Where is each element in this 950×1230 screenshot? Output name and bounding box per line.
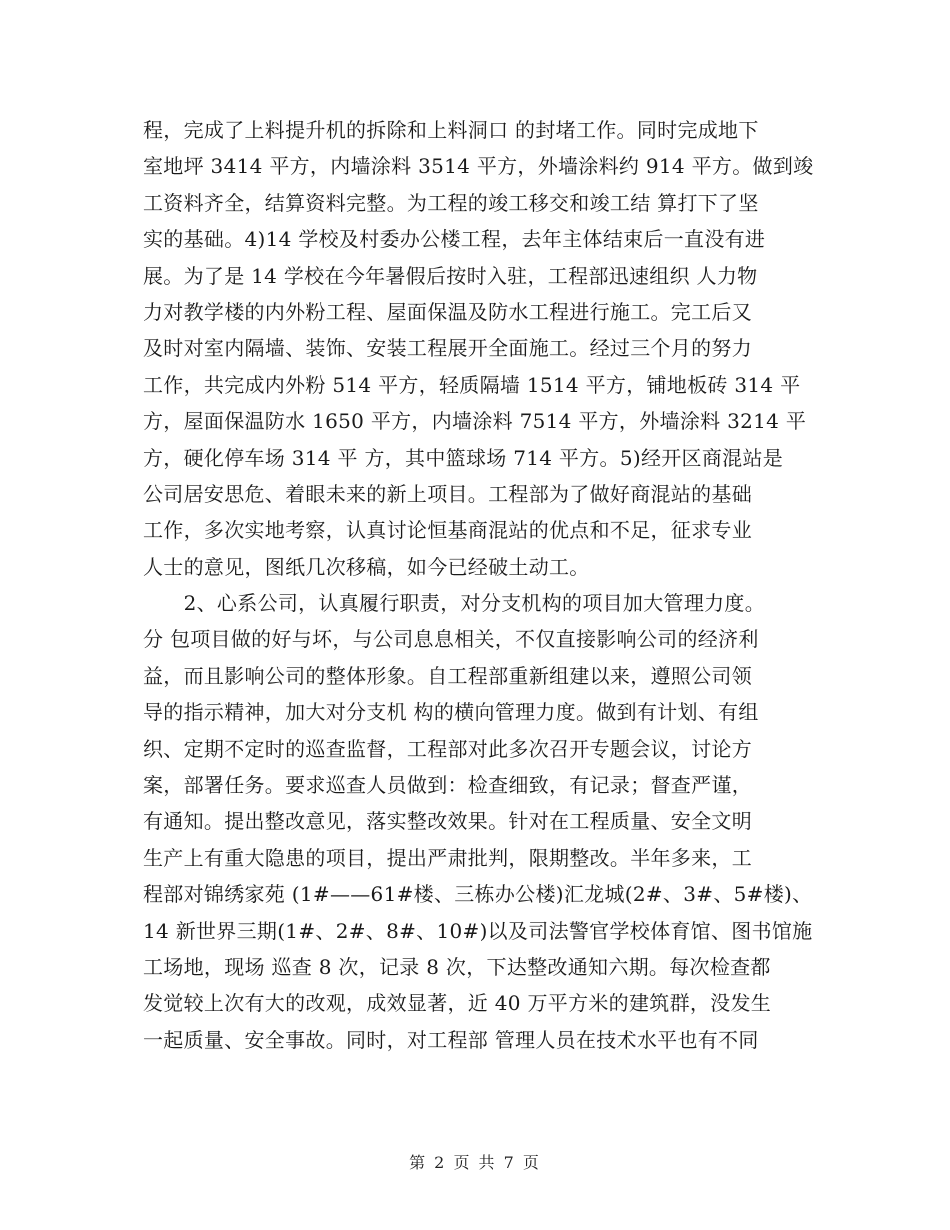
- page-number-label: 第 2 页 共 7 页: [409, 1153, 541, 1172]
- text-line: 工场地，现场 巡查 8 次，记录 8 次，下达整改通知六期。每次检查都: [143, 954, 771, 979]
- text-line: 案，部署任务。要求巡查人员做到：检查细致，有记录；督查严谨，: [143, 773, 752, 798]
- text-line: 及时对室内隔墙、装饰、安装工程展开全面施工。经过三个月的努力: [143, 336, 752, 361]
- text-line: 2、心系公司，认真履行职责，对分支机构的项目加大管理力度。: [143, 591, 766, 616]
- page-footer: [0, 1150, 950, 1173]
- text-line: 力对教学楼的内外粉工程、屋面保温及防水工程进行施工。完工后又: [143, 299, 752, 324]
- text-line: 方，屋面保温防水 1650 平方，内墙涂料 7514 平方，外墙涂料 3214 平: [143, 409, 807, 434]
- body-text: [143, 112, 813, 1058]
- text-line: 导的指示精神，加大对分支机 构的横向管理力度。做到有计划、有组: [143, 700, 759, 725]
- text-line: 工作，共完成内外粉 514 平方，轻质隔墙 1514 平方，铺地板砖 314 平: [143, 372, 801, 397]
- text-line: 程，完成了上料提升机的拆除和上料洞口 的封堵工作。同时完成地下: [143, 118, 759, 142]
- text-line: 生产上有重大隐患的项目，提出严肃批判，限期整改。半年多来，工: [143, 845, 752, 870]
- text-line: 人士的意见，图纸几次移稿，如今已经破土动工。: [143, 554, 590, 579]
- text-line: 实的基础。4)14 学校及村委办公楼工程，去年主体结束后一直没有进: [143, 227, 766, 252]
- text-line: 发觉较上次有大的改观，成效显著，近 40 万平方米的建筑群，没发生: [143, 991, 772, 1016]
- text-line: 工作，多次实地考察，认真讨论恒基商混站的优点和不足，征求专业: [143, 518, 752, 543]
- text-line: 织、定期不定时的巡查监督，工程部对此多次召开专题会议，讨论方: [143, 736, 752, 761]
- text-line: 室地坪 3414 平方，内墙涂料 3514 平方，外墙涂料约 914 平方。做到竣: [143, 154, 814, 179]
- text-line: 程部对锦绣家苑 (1#——61#楼、三栋办公楼)汇龙城(2#、3#、5#楼)、: [143, 882, 813, 907]
- text-line: 14 新世界三期(1#、2#、8#、10#)以及司法警官学校体育馆、图书馆施: [143, 918, 813, 943]
- text-line: 方，硬化停车场 314 平 方，其中篮球场 714 平方。5)经开区商混站是: [143, 445, 784, 470]
- text-line: 展。为了是 14 学校在今年暑假后按时入驻，工程部迅速组织 人力物: [143, 263, 758, 288]
- text-line: 一起质量、安全事故。同时，对工程部 管理人员在技术水平也有不同: [143, 1027, 759, 1052]
- text-line: 分 包项目做的好与坏，与公司息息相关，不仅直接影响公司的经济利: [143, 627, 759, 652]
- text-line: 公司居安思危、着眼未来的新上项目。工程部为了做好商混站的基础: [143, 481, 752, 506]
- text-line: 有通知。提出整改意见，落实整改效果。针对在工程质量、安全文明: [143, 809, 752, 834]
- text-line: 工资料齐全，结算资料完整。为工程的竣工移交和竣工结 算打下了坚: [143, 190, 759, 215]
- text-line: 益，而且影响公司的整体形象。自工程部重新组建以来，遵照公司领: [143, 663, 752, 688]
